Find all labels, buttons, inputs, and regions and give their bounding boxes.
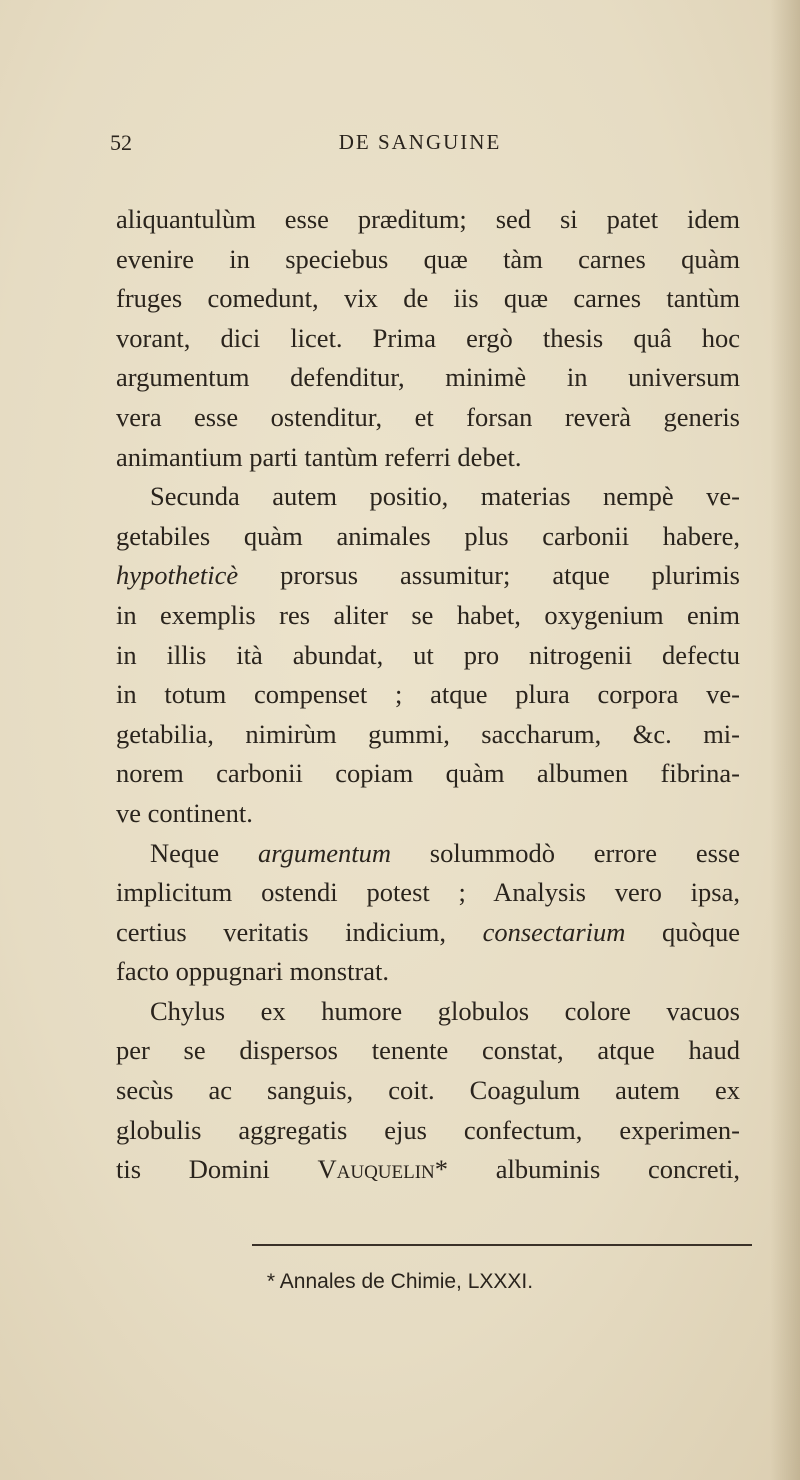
text-line: vorant, dici licet. Prima ergò thesis quâ hoc	[116, 322, 740, 353]
italic-word: argumentum	[257, 837, 391, 868]
text-line	[116, 556, 740, 596]
page-number: 52	[110, 130, 132, 155]
text-span: quòque	[625, 916, 740, 947]
text-line: evenire in speciebus quæ tàm carnes quàm	[116, 243, 740, 274]
text-line: implicitum ostendi potest ; Analysis vero ipsa,	[116, 877, 740, 908]
text-line: facto oppugnari monstrat.	[116, 956, 390, 987]
text-line	[116, 913, 740, 953]
text-line: animantium parti tantùm referri debet.	[116, 441, 522, 472]
text-span: solummodò errore esse	[390, 837, 740, 868]
text-line: fruges comedunt, vix de iis quæ carnes tantùm	[116, 283, 740, 314]
text-line: per se dispersos tenente constat, atque haud	[116, 1035, 740, 1066]
italic-word: hypotheticè	[116, 560, 239, 591]
text-span: prorsus assumitur; atque plurimis	[238, 560, 740, 591]
text-line	[116, 1150, 740, 1190]
text-line	[116, 834, 740, 874]
text-span: tis Domini	[116, 1154, 318, 1185]
page-header	[110, 130, 730, 160]
text-line: secùs ac sanguis, coit. Coagulum autem ex	[116, 1075, 740, 1106]
text-line: globulis aggregatis ejus confectum, experimen-	[116, 1114, 740, 1145]
text-line: Secunda autem positio, materias nempè ve-	[150, 481, 740, 512]
footnote: * Annales de Chimie, LXXXI.	[266, 1270, 534, 1293]
text-line: norem carbonii copiam quàm albumen fibrina-	[116, 758, 740, 789]
text-line: argumentum defenditur, minimè in universum	[116, 362, 740, 393]
body-text	[116, 200, 740, 1190]
running-head: DE SANGUINE	[338, 130, 502, 154]
text-line: getabiles quàm animales plus carbonii habere,	[116, 520, 740, 551]
page-edge-shadow	[770, 0, 800, 1480]
text-line: vera esse ostenditur, et forsan reverà generis	[116, 401, 740, 432]
text-line: in exemplis res aliter se habet, oxygenium enim	[116, 599, 740, 630]
text-span: * albuminis concreti,	[434, 1154, 740, 1185]
text-line: ve continent.	[116, 797, 253, 828]
text-line: Chylus ex humore globulos colore vacuos	[150, 995, 740, 1026]
text-line: in illis ità abundat, ut pro nitrogenii defectu	[116, 639, 740, 670]
text-span: certius veritatis indicium,	[116, 916, 483, 947]
text-span: Neque	[150, 837, 258, 868]
text-line: getabilia, nimirùm gummi, saccharum, &c. mi-	[116, 718, 740, 749]
text-line: in totum compenset ; atque plura corpora ve-	[116, 679, 740, 710]
text-line: aliquantulùm esse præditum; sed si patet idem	[116, 204, 740, 234]
italic-word: consectarium	[482, 916, 626, 947]
footnote-rule	[252, 1244, 752, 1246]
author-name: Vauquelin	[317, 1154, 435, 1185]
